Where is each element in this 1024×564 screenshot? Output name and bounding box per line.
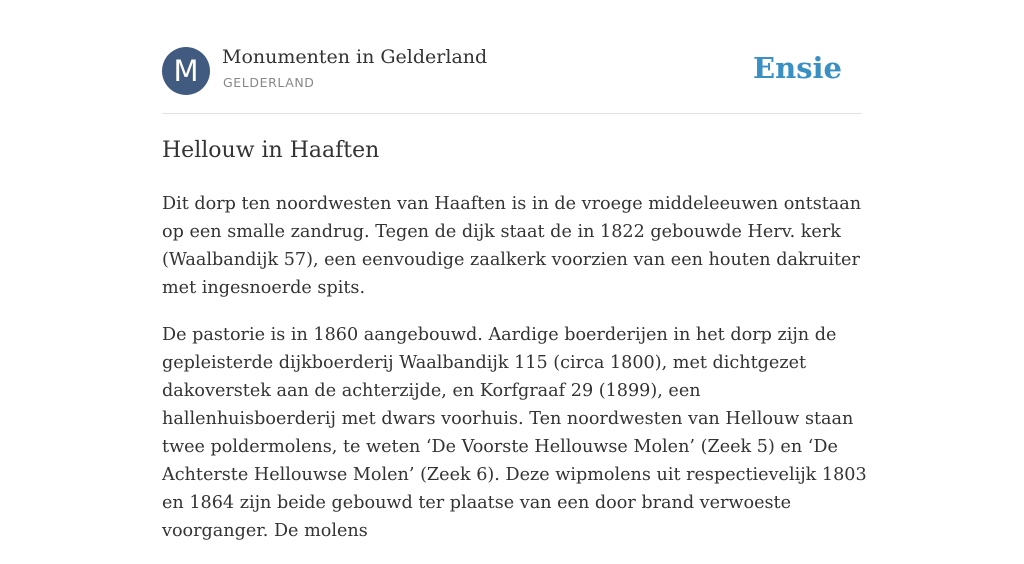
header-divider	[162, 113, 862, 114]
article-paragraph: De pastorie is in 1860 aangebouwd. Aardige boerderijen in het dorp zijn de gepleisterde dijkboerderij Waalbandijk 115 (circa 1800), met dichtgezet dakoverstek aan de achterzijde, en Korfgraaf 29 (1899), een hallenhuisboerderij met dwars voorhuis. Ten noordwesten van Hellouw staan twee poldermolens, te weten ‘De Voorste Hellouwse Molen’ (Zeek 5) en ‘De Achterste Hellouwse Molen’ (Zeek 6). Deze wipmolens uit respectievelijk 1803 en 1864 zijn beide gebouwd ter plaatse van een door brand verwoeste voorganger. De molens	[162, 325, 867, 541]
article-paragraph: Dit dorp ten noordwesten van Haaften is in de vroege middeleeuwen ontstaan op een smalle zandrug. Tegen de dijk staat de in 1822 gebouwde Herv. kerk (Waalbandijk 57), een eenvoudige zaalkerk voorzien van een houten dakruiter met ingesnoerde spits.	[162, 194, 862, 298]
book-title-link[interactable]: Monumenten in Gelderland	[222, 46, 488, 68]
brand-logo[interactable]: Ensie	[753, 51, 842, 85]
article-title: Hellouw in Haaften	[162, 138, 380, 163]
header	[162, 46, 862, 96]
avatar[interactable]: M	[162, 47, 210, 95]
region-label[interactable]: GELDERLAND	[223, 75, 315, 90]
article-body	[162, 190, 867, 564]
